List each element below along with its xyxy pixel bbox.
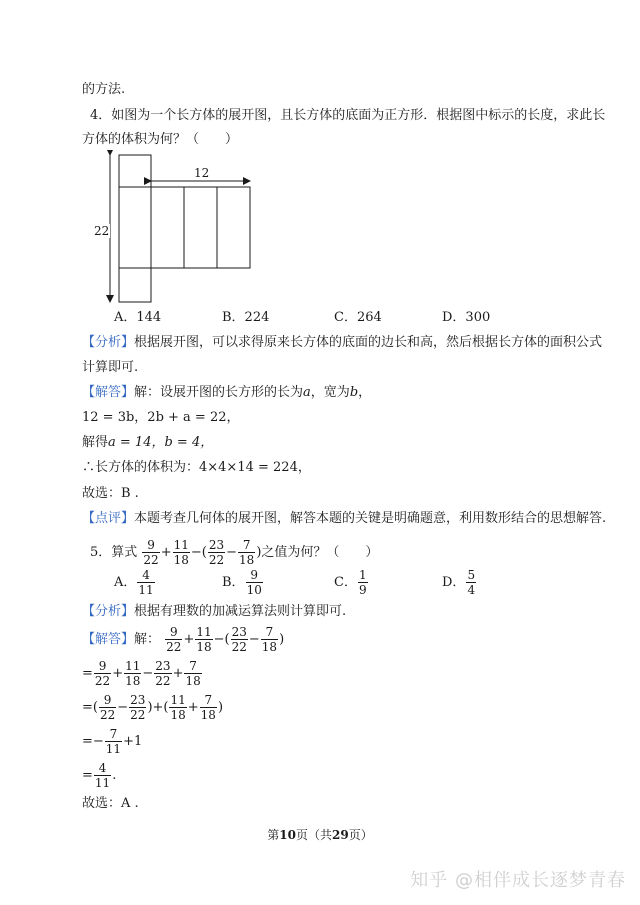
solution-tag: 【解答】 <box>82 632 135 647</box>
q5-option-c: C． $\frac{1}{9}$ <box>334 568 367 597</box>
q5-solution-step2: = $\frac{9}{22}$ + $\frac{11}{18}$ − $\frac{23}{22}$ + $\frac{7}{18}$ <box>82 659 201 688</box>
analysis-tag: 【分析】 <box>82 335 135 350</box>
q4-option-d: D．300 <box>442 310 491 325</box>
net-top-bottom-column <box>119 155 151 302</box>
q5-option-a: A． $\frac{4}{11}$ <box>114 568 154 597</box>
q4-answer: 故选：B . <box>82 486 139 501</box>
q4-equations: 12 = 3b，2b + a = 22， <box>82 410 240 425</box>
q5-option-b: B． $\frac{9}{10}$ <box>222 568 262 597</box>
q5-answer: 故选：A . <box>82 796 139 811</box>
q5-stem: 5．算式 $\frac{9}{22}$ + $\frac{11}{18}$ −( $\frac{23}{22}$ − $\frac{7}{18}$ )之值为何？（ ） <box>90 538 379 567</box>
q4-option-b: B．224 <box>222 310 270 325</box>
q4-net-figure <box>88 150 263 306</box>
label-22: 22 <box>94 224 110 238</box>
solution-tag: 【解答】 <box>82 385 135 400</box>
q5-analysis: 【分析】根据有理数的加减运算法则计算即可. <box>82 604 347 619</box>
label-12: 12 <box>194 166 210 180</box>
q4-option-a: A．144 <box>114 310 162 325</box>
net-side-faces <box>151 187 250 268</box>
q4-volume: ∴长方体的体积为：4×4×14 = 224， <box>82 460 311 475</box>
q5-solution-step4: =− $\frac{7}{11}$ +1 <box>82 727 143 756</box>
q4-comment: 【点评】本题考查几何体的展开图，解答本题的关键是明确题意，利用数形结合的思想解答. <box>82 511 607 526</box>
q4-stem-line2: 方体的体积为何？（ ） <box>82 132 239 147</box>
comment-tag: 【点评】 <box>82 511 135 526</box>
q4-stem-line1: 4．如图为一个长方体的展开图，且长方体的底面为正方形．根据图中标示的长度，求此长 <box>90 108 606 123</box>
previous-answer-tail: 的方法. <box>82 82 126 97</box>
q4-analysis-line1: 【分析】根据展开图，可以求得原来长方体的底面的边长和高，然后根据长方体的面积公式 <box>82 335 603 350</box>
q4-solution-line1: 【解答】解：设展开图的长方形的长为a，宽为b， <box>82 385 372 400</box>
q5-solution-step5: = $\frac{4}{11}$ . <box>82 761 117 790</box>
analysis-tag: 【分析】 <box>82 604 135 619</box>
q4-option-c: C．264 <box>334 310 382 325</box>
q5-solution-step3: =( $\frac{9}{22}$ − $\frac{23}{22}$ )+( $\frac{11}{18}$ + $\frac{7}{18}$ ) <box>82 693 224 722</box>
watermark: 知乎 @相伴成长逐梦青春 <box>410 870 626 891</box>
q4-analysis-line2: 计算即可. <box>82 360 139 375</box>
q5-solution-step1: 【解答】解： $\frac{9}{22}$ + $\frac{11}{18}$ −( $\frac{23}{22}$ − $\frac{7}{18}$ ) <box>82 625 285 654</box>
q4-solved-values: 解得a = 14，b = 4， <box>82 435 214 450</box>
page-footer: 第10页（共29页） <box>267 828 373 842</box>
q5-option-d: D． $\frac{5}{4}$ <box>442 568 476 597</box>
